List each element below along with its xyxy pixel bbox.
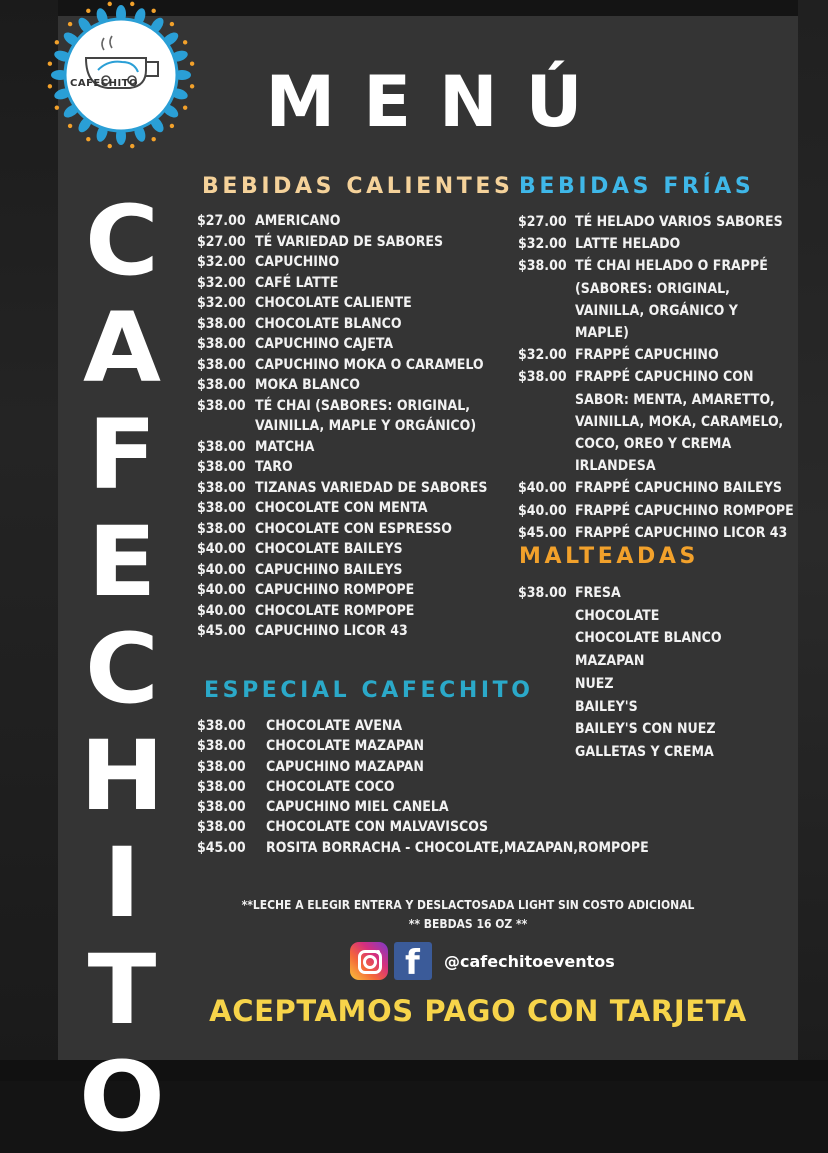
item-name: CHOCOLATE CON MALVAVISCOS: [266, 819, 489, 836]
hot-drink-item: [197, 375, 517, 396]
item-name: MATCHA: [255, 438, 315, 455]
item-price: $45.00: [518, 524, 567, 541]
item-price: $38.00: [197, 397, 246, 414]
vertical-letter: A: [82, 292, 161, 404]
item-name: CAPUCHINO ROMPOPE: [255, 582, 415, 598]
item-name: FRESA: [575, 585, 621, 601]
item-price: [518, 627, 575, 650]
cold-drinks-heading: BEBIDAS FRÍAS: [519, 174, 755, 199]
item-name: FRAPPÉ CAPUCHINO LICOR 43: [575, 524, 788, 541]
hot-drink-item: [197, 334, 517, 355]
item-name: CAPUCHINO: [255, 254, 340, 270]
hot-drink-item: [197, 478, 517, 499]
item-name: TIZANAS VARIEDAD DE SABORES: [255, 479, 488, 496]
item-name: CAPUCHINO BAILEYS: [255, 561, 403, 578]
special-drink-item: [197, 757, 649, 777]
item-price: $38.00: [197, 438, 246, 455]
malteada-item: [518, 627, 722, 650]
coffee-car-logo-icon: [46, 0, 196, 150]
cold-drinks-list: [518, 211, 795, 544]
vertical-letter: I: [103, 827, 141, 939]
item-name: CHOCOLATE BAILEYS: [255, 541, 403, 557]
item-price: $32.00: [197, 295, 246, 311]
item-name: CHOCOLATE MAZAPAN: [266, 738, 425, 755]
item-price: $40.00: [197, 582, 246, 598]
item-price: $38.00: [197, 819, 246, 836]
cold-drink-item: [518, 255, 795, 344]
item-name: NUEZ: [575, 675, 614, 692]
vertical-letter: C: [85, 185, 159, 297]
special-heading: ESPECIAL CAFECHITO: [204, 678, 534, 703]
item-name: FRAPPÉ CAPUCHINO: [575, 347, 719, 364]
cold-drink-item: [518, 344, 795, 366]
hot-drink-item: [197, 396, 517, 437]
special-drink-item: [197, 736, 649, 756]
item-price: $40.00: [197, 561, 246, 578]
item-name: LATTE HELADO: [575, 236, 681, 253]
vertical-letter: C: [85, 613, 159, 725]
item-price: $38.00: [197, 738, 246, 755]
item-price: $38.00: [197, 336, 246, 352]
item-name: TARO: [255, 459, 293, 475]
hot-drink-item: [197, 293, 517, 314]
item-price: $38.00: [518, 369, 567, 386]
item-name: TÉ VARIEDAD DE SABORES: [255, 233, 444, 250]
item-price: $38.00: [197, 758, 246, 775]
item-price: $27.00: [197, 213, 246, 229]
malteada-item: [518, 696, 722, 719]
item-name: FRAPPÉ CAPUCHINO ROMPOPE: [575, 502, 794, 519]
item-price: $38.00: [518, 258, 567, 275]
item-name: FRAPPÉ CAPUCHINO BAILEYS: [575, 480, 782, 497]
item-name: CHOCOLATE CALIENTE: [255, 295, 412, 311]
cold-drink-item: [518, 211, 795, 233]
item-price: $32.00: [518, 347, 567, 364]
item-name: FRAPPÉ CAPUCHINO CON SABOR: MENTA, AMARETTO, VAINILLA, MOKA, CARAMELO, COCO, OREO Y CREMA IRLANDESA: [575, 369, 784, 475]
malteada-item: [518, 673, 722, 696]
item-name: CAPUCHINO CAJETA: [255, 336, 394, 352]
item-name: TÉ CHAI HELADO O FRAPPÉ (SABORES: ORIGINAL, VAINILLA, ORGÁNICO Y MAPLE): [575, 258, 768, 342]
malteada-item: [518, 605, 722, 628]
instagram-icon[interactable]: [350, 942, 388, 980]
hot-drink-item: [197, 539, 517, 560]
item-price: $38.00: [197, 778, 246, 795]
item-price: $45.00: [197, 623, 246, 639]
special-drink-item: [197, 797, 649, 817]
item-price: $38.00: [518, 585, 567, 601]
hot-drink-item: [197, 560, 517, 581]
hot-drink-item: [197, 232, 517, 253]
item-name: MOKA BLANCO: [255, 377, 360, 393]
cold-drink-item: [518, 366, 795, 477]
item-price: $32.00: [197, 274, 246, 291]
item-name: CAPUCHINO MIEL CANELA: [266, 799, 449, 816]
item-price: $40.00: [518, 502, 567, 519]
item-price: $32.00: [197, 254, 246, 270]
background-right: [798, 0, 828, 1081]
item-name: ROSITA BORRACHA - CHOCOLATE,MAZAPAN,ROMPOPE: [266, 839, 649, 856]
item-name: CAPUCHINO MOKA O CARAMELO: [255, 356, 484, 373]
special-list: [197, 716, 649, 858]
logo-text: CAFECHITO: [70, 78, 138, 89]
social-handle[interactable]: @cafechitoeventos: [444, 951, 615, 971]
item-name: CAPUCHINO MAZAPAN: [266, 758, 424, 775]
page-title: MENÚ: [265, 61, 611, 143]
vertical-letter: O: [79, 1041, 165, 1153]
vertical-brand-title: [72, 185, 172, 1153]
special-drink-item: [197, 777, 649, 797]
hot-drink-item: [197, 519, 517, 540]
item-name: CHOCOLATE CON ESPRESSO: [255, 520, 453, 537]
vertical-letter: T: [87, 934, 157, 1046]
item-price: $38.00: [197, 500, 246, 516]
item-name: BAILEY'S: [575, 698, 638, 715]
menu-card: [58, 16, 798, 1153]
vertical-letter: F: [87, 399, 157, 511]
hot-drink-item: [197, 601, 517, 622]
milk-note: **LECHE A ELEGIR ENTERA Y DESLACTOSADA LIGHT SIN COSTO ADICIONAL: [241, 898, 695, 912]
hot-drink-item: [197, 457, 517, 478]
hot-drink-item: [197, 273, 517, 294]
special-drink-item: [197, 838, 649, 858]
item-price: $38.00: [197, 520, 246, 537]
cold-drink-item: [518, 477, 795, 499]
card-payment-footer: ACEPTAMOS PAGO CON TARJETA: [209, 994, 747, 1028]
item-name: CAFÉ LATTE: [255, 274, 339, 291]
item-price: $38.00: [197, 377, 246, 393]
item-name: MAZAPAN: [575, 653, 645, 670]
hot-drink-item: [197, 621, 517, 642]
hot-drink-item: [197, 580, 517, 601]
hot-drink-item: [197, 252, 517, 273]
item-price: $40.00: [197, 541, 246, 557]
facebook-icon[interactable]: f: [394, 942, 432, 980]
item-price: $40.00: [518, 480, 567, 497]
item-name: CHOCOLATE COCO: [266, 778, 395, 795]
malteada-item: [518, 582, 722, 605]
special-drink-item: [197, 716, 649, 736]
hot-drink-item: [197, 314, 517, 335]
item-name: TÉ CHAI (SABORES: ORIGINAL, VAINILLA, MAPLE Y ORGÁNICO): [255, 397, 477, 434]
item-price: $45.00: [197, 839, 246, 856]
item-price: $27.00: [197, 233, 246, 250]
item-name: TÉ HELADO VARIOS SABORES: [575, 214, 783, 230]
item-price: $40.00: [197, 602, 246, 619]
item-price: $38.00: [197, 479, 246, 496]
cafechito-logo: [46, 0, 196, 150]
size-note: ** BEBDAS 16 OZ **: [408, 917, 528, 931]
malteadas-heading: MALTEADAS: [519, 544, 699, 569]
social-row: [350, 942, 615, 983]
item-name: CHOCOLATE: [575, 607, 660, 624]
vertical-letter: E: [87, 506, 157, 618]
item-name: CHOCOLATE CON MENTA: [255, 500, 428, 516]
item-name: CHOCOLATE ROMPOPE: [255, 602, 415, 619]
item-name: CHOCOLATE BLANCO: [255, 315, 402, 332]
item-name: CAPUCHINO LICOR 43: [255, 623, 408, 639]
hot-drink-item: [197, 211, 517, 232]
item-price: $27.00: [518, 214, 567, 230]
vertical-letter: H: [79, 720, 165, 832]
malteada-item: [518, 650, 722, 673]
hot-drink-item: [197, 355, 517, 376]
item-price: [518, 650, 575, 673]
item-name: BAILEY'S CON NUEZ: [575, 721, 716, 738]
item-name: GALLETAS Y CREMA: [575, 743, 714, 760]
item-price: $32.00: [518, 236, 567, 253]
hot-drinks-heading: BEBIDAS CALIENTES: [202, 174, 514, 199]
item-price: $38.00: [197, 718, 246, 734]
item-name: AMERICANO: [255, 213, 341, 229]
hot-drink-item: [197, 437, 517, 458]
background-left: [0, 0, 58, 1081]
item-price: $38.00: [197, 315, 246, 332]
item-price: $38.00: [197, 799, 246, 816]
cold-drink-item: [518, 233, 795, 255]
hot-drink-item: [197, 498, 517, 519]
item-name: CHOCOLATE BLANCO: [575, 630, 722, 647]
cold-drink-item: [518, 500, 795, 522]
item-price: [518, 605, 575, 628]
hot-drinks-list: [197, 211, 517, 642]
cold-drink-item: [518, 522, 795, 544]
special-drink-item: [197, 817, 649, 837]
item-price: $38.00: [197, 459, 246, 475]
item-price: $38.00: [197, 356, 246, 373]
item-name: CHOCOLATE AVENA: [266, 718, 403, 734]
